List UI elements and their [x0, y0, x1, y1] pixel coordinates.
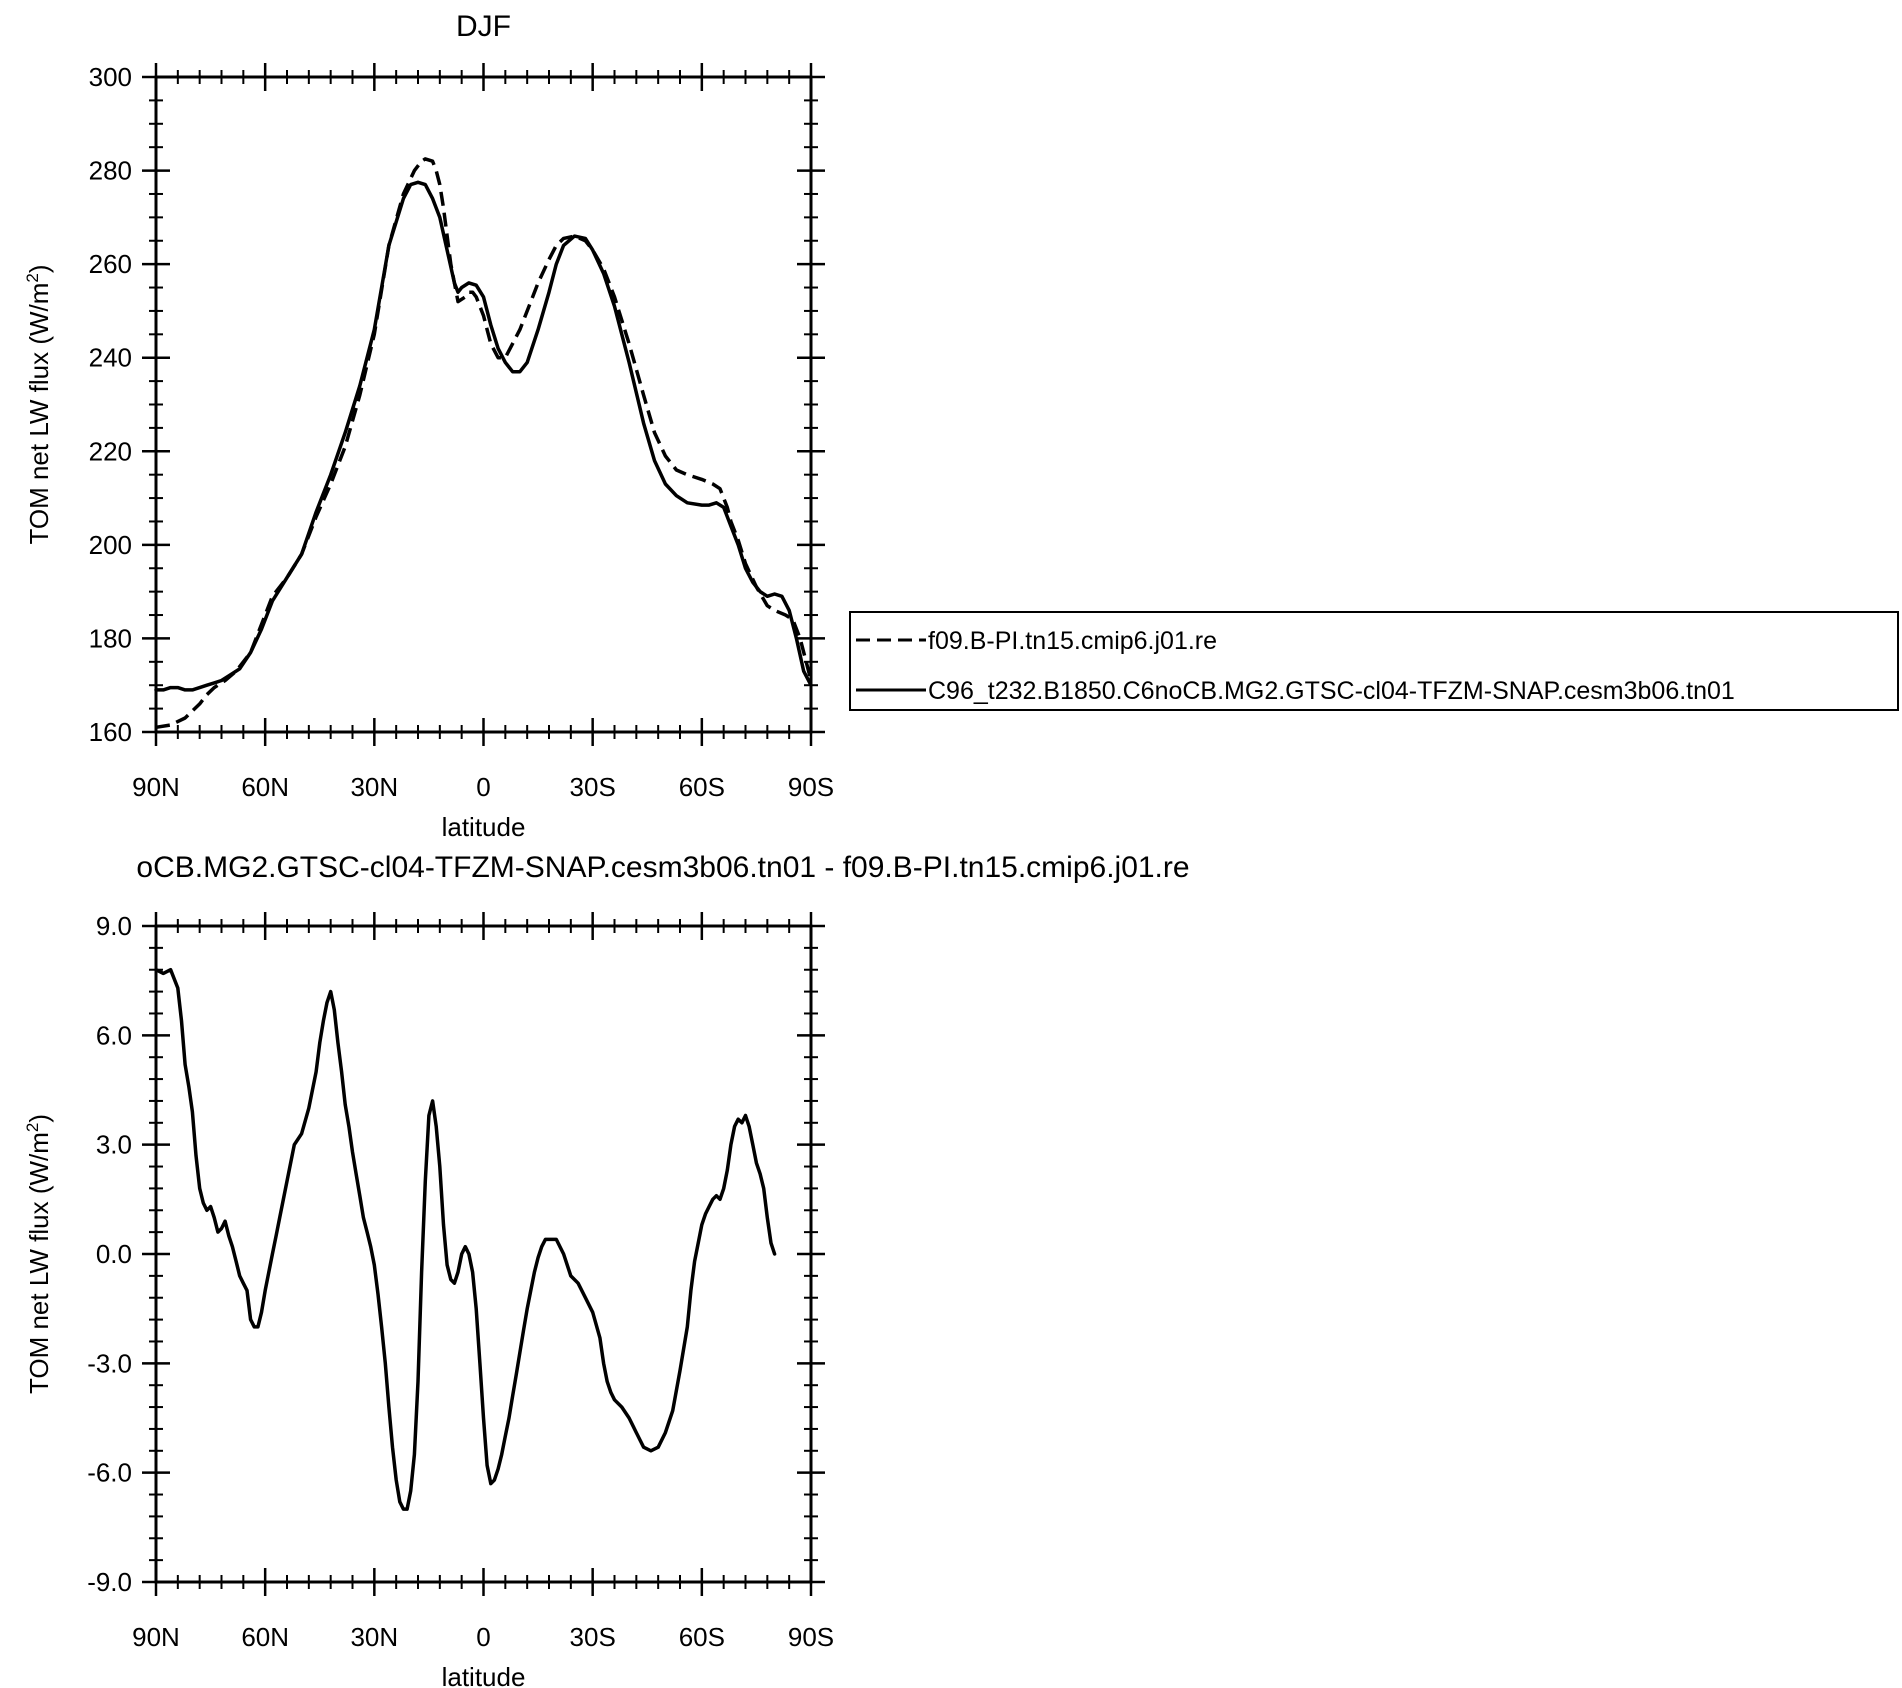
- y-tick-label: 0.0: [95, 1239, 132, 1269]
- axis-ticks: [89, 62, 835, 802]
- y-tick-label: -3.0: [87, 1348, 132, 1379]
- y-tick-label: 300: [88, 62, 132, 92]
- plot-marks: [156, 970, 775, 1509]
- series-line-solid: [156, 182, 811, 690]
- y-axis-label: [23, 1114, 54, 1394]
- x-tick-label: 60N: [241, 1622, 290, 1652]
- difference-panel: [23, 851, 1190, 1688]
- legend: [850, 612, 1898, 710]
- plot-frame: [156, 77, 811, 732]
- x-axis-label: latitude: [441, 812, 526, 842]
- x-tick-label: 30N: [350, 1622, 399, 1652]
- x-tick-label: 90S: [787, 772, 835, 802]
- y-axis-label-close: ): [24, 264, 54, 274]
- y-axis-label-text: TOM net LW flux (W/m: [24, 282, 54, 545]
- y-tick-label: 9.0: [95, 911, 132, 941]
- y-tick-label: 200: [88, 529, 132, 560]
- x-axis-label: latitude: [441, 1662, 526, 1688]
- axis-ticks: [87, 911, 834, 1652]
- x-tick-label: 90N: [132, 772, 180, 802]
- plot-marks: [156, 159, 811, 727]
- x-tick-label: 0: [476, 772, 491, 802]
- x-tick-label: 0: [476, 1622, 491, 1652]
- y-tick-label: 180: [88, 623, 132, 654]
- series-line-solid: [156, 970, 775, 1509]
- y-tick-label: -9.0: [87, 1567, 132, 1597]
- climatology-panel: [23, 10, 834, 842]
- legend-entry: C96_t232.B1850.C6noCB.MG2.GTSC-cl04-TFZM-SNAP.cesm3b06.tn01: [928, 677, 1735, 705]
- y-tick-label: 3.0: [95, 1129, 132, 1160]
- y-tick-label: 240: [88, 342, 132, 373]
- y-axis-label-superscript: 2: [23, 1122, 42, 1133]
- x-tick-label: 90S: [787, 1622, 835, 1652]
- y-tick-label: 6.0: [95, 1020, 132, 1051]
- y-tick-label: 280: [88, 155, 132, 186]
- x-tick-label: 30N: [350, 772, 399, 802]
- y-tick-label: 260: [88, 249, 132, 280]
- y-tick-label: -6.0: [87, 1457, 132, 1488]
- y-axis-label-text: TOM net LW flux (W/m: [24, 1132, 54, 1395]
- y-tick-label: 160: [88, 717, 132, 747]
- y-axis-label-close: ): [24, 1113, 54, 1123]
- panel-title: oCB.MG2.GTSC-cl04-TFZM-SNAP.cesm3b06.tn01 - f09.B-PI.tn15.cmip6.j01.re: [136, 851, 1190, 884]
- x-tick-label: 60N: [241, 772, 290, 802]
- panel-title: DJF: [456, 10, 511, 43]
- y-axis-label-superscript: 2: [23, 273, 42, 283]
- legend-entry: f09.B-PI.tn15.cmip6.j01.re: [928, 627, 1218, 655]
- y-tick-label: 220: [88, 436, 132, 467]
- x-tick-label: 90N: [132, 1622, 180, 1652]
- x-tick-label: 30S: [569, 772, 616, 802]
- x-tick-label: 60S: [678, 772, 725, 802]
- x-tick-label: 30S: [569, 1622, 616, 1652]
- x-tick-label: 60S: [678, 1622, 725, 1652]
- plot-frame: [156, 926, 811, 1582]
- y-axis-label: [23, 264, 54, 544]
